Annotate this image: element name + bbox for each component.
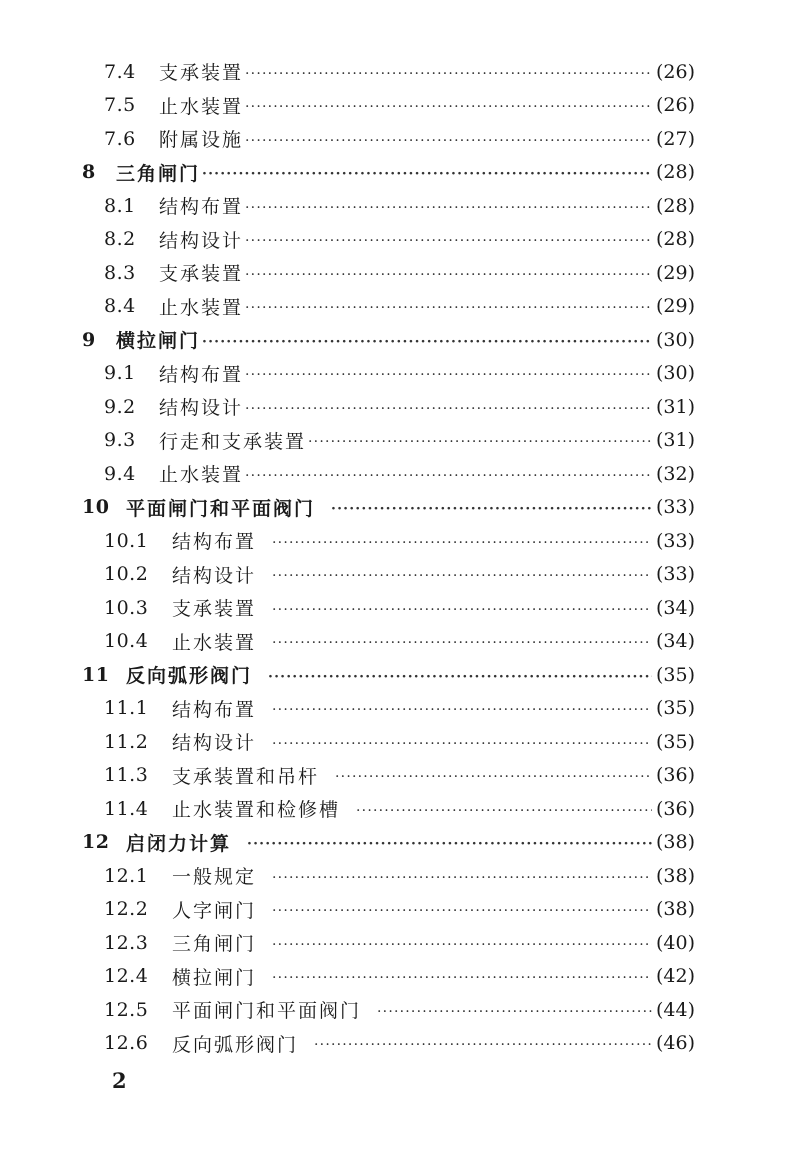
toc-entry-page: (30) — [656, 362, 696, 385]
toc-entry-title: 结构设计 — [172, 564, 257, 587]
toc-entry-title: 支承装置和吊杆 — [172, 765, 320, 788]
toc-section-entry[interactable] — [0, 524, 718, 558]
toc-entry-page: (38) — [656, 831, 696, 854]
dot-leader — [247, 836, 652, 852]
toc-entry-title: 结构布置 — [159, 363, 244, 386]
dot-leader — [272, 870, 652, 886]
toc-entry-number: 9.2 — [104, 395, 136, 418]
toc-entry-number: 11.4 — [104, 797, 149, 820]
toc-entry-number: 12.5 — [104, 998, 149, 1021]
toc-entry-title: 止水装置 — [159, 95, 244, 118]
dot-leader — [268, 669, 652, 685]
toc-section-entry[interactable] — [0, 993, 718, 1027]
toc-entry-title: 横拉闸门 — [116, 330, 201, 353]
dot-leader — [272, 568, 652, 584]
page-number: 2 — [112, 1068, 127, 1093]
toc-section-entry[interactable] — [0, 357, 718, 391]
toc-entry-page: (46) — [656, 1032, 696, 1055]
toc-entry-title: 支承装置 — [172, 598, 257, 621]
dot-leader — [245, 66, 652, 82]
toc-entry-title: 附属设施 — [159, 129, 244, 152]
toc-section-entry[interactable] — [0, 893, 718, 927]
toc-entry-number: 7.5 — [104, 94, 136, 117]
toc-section-entry[interactable] — [0, 1027, 718, 1061]
toc-entry-page: (32) — [656, 462, 696, 485]
dot-leader — [245, 401, 652, 417]
dot-leader — [272, 602, 652, 618]
toc-entry-number: 8.2 — [104, 228, 136, 251]
toc-entry-number: 12.1 — [104, 864, 149, 887]
toc-entry-page: (44) — [656, 998, 696, 1021]
toc-entry-number: 11.2 — [104, 730, 149, 753]
toc-entry-title: 行走和支承装置 — [159, 430, 307, 453]
toc-entry-page: (30) — [656, 328, 696, 351]
dot-leader — [202, 166, 652, 182]
toc-section-entry[interactable] — [0, 759, 718, 793]
dot-leader — [272, 736, 652, 752]
toc-section-entry[interactable] — [0, 256, 718, 290]
dot-leader — [245, 300, 652, 316]
toc-entry-number: 8 — [82, 161, 96, 184]
toc-entry-number: 11.3 — [104, 764, 149, 787]
dot-leader — [272, 635, 652, 651]
table-of-contents — [0, 55, 790, 1060]
toc-entry-title: 支承装置 — [159, 263, 244, 286]
toc-entry-title: 平面闸门和平面阀门 — [172, 1000, 362, 1023]
toc-entry-page: (29) — [656, 295, 696, 318]
toc-entry-page: (27) — [656, 127, 696, 150]
toc-entry-number: 12.4 — [104, 965, 149, 988]
dot-leader — [245, 233, 652, 249]
toc-entry-title: 反向弧形阀门 — [172, 1033, 299, 1056]
toc-entry-number: 8.3 — [104, 261, 136, 284]
toc-section-entry[interactable] — [0, 692, 718, 726]
toc-entry-title: 反向弧形阀门 — [126, 665, 253, 688]
toc-entry-title: 一般规定 — [172, 866, 257, 889]
toc-entry-page: (38) — [656, 898, 696, 921]
dot-leader — [272, 903, 652, 919]
toc-entry-title: 结构设计 — [172, 732, 257, 755]
toc-entry-page: (35) — [656, 730, 696, 753]
toc-chapter-entry[interactable] — [0, 156, 718, 190]
toc-entry-title: 止水装置 — [159, 464, 244, 487]
toc-chapter-entry[interactable] — [0, 658, 718, 692]
toc-entry-title: 结构布置 — [159, 196, 244, 219]
dot-leader — [331, 501, 652, 517]
dot-leader — [245, 99, 652, 115]
toc-section-entry[interactable] — [0, 457, 718, 491]
toc-entry-page: (36) — [656, 764, 696, 787]
toc-entry-page: (35) — [656, 663, 696, 686]
toc-entry-page: (31) — [656, 395, 696, 418]
toc-section-entry[interactable] — [0, 792, 718, 826]
toc-entry-number: 11 — [82, 663, 110, 686]
toc-entry-number: 7.6 — [104, 127, 136, 150]
toc-entry-title: 人字闸门 — [172, 899, 257, 922]
dot-leader — [245, 367, 652, 383]
toc-entry-title: 结构布置 — [172, 531, 257, 554]
toc-section-entry[interactable] — [0, 591, 718, 625]
toc-entry-title: 止水装置和检修槽 — [172, 799, 341, 822]
dot-leader — [356, 803, 652, 819]
toc-entry-page: (26) — [656, 94, 696, 117]
toc-section-entry[interactable] — [0, 558, 718, 592]
toc-entry-page: (28) — [656, 228, 696, 251]
toc-entry-number: 9 — [82, 328, 96, 351]
dot-leader — [272, 535, 652, 551]
toc-entry-number: 8.1 — [104, 194, 136, 217]
toc-entry-number: 12.6 — [104, 1032, 149, 1055]
toc-section-entry[interactable] — [0, 122, 718, 156]
toc-entry-number: 7.4 — [104, 60, 136, 83]
toc-entry-page: (29) — [656, 261, 696, 284]
dot-leader — [245, 133, 652, 149]
toc-entry-page: (35) — [656, 697, 696, 720]
toc-entry-number: 10.3 — [104, 596, 149, 619]
toc-chapter-entry[interactable] — [0, 826, 718, 860]
toc-section-entry[interactable] — [0, 625, 718, 659]
toc-entry-number: 8.4 — [104, 295, 136, 318]
toc-section-entry[interactable] — [0, 290, 718, 324]
dot-leader — [377, 1004, 652, 1020]
toc-section-entry[interactable] — [0, 960, 718, 994]
toc-entry-title: 结构设计 — [159, 397, 244, 420]
toc-section-entry[interactable] — [0, 926, 718, 960]
toc-entry-page: (42) — [656, 965, 696, 988]
toc-section-entry[interactable] — [0, 89, 718, 123]
toc-list — [0, 55, 790, 1060]
dot-leader — [245, 468, 652, 484]
toc-entry-number: 12.3 — [104, 931, 149, 954]
toc-entry-title: 止水装置 — [159, 296, 244, 319]
toc-section-entry[interactable] — [0, 189, 718, 223]
toc-entry-page: (31) — [656, 429, 696, 452]
toc-entry-page: (40) — [656, 931, 696, 954]
dot-leader — [272, 937, 652, 953]
toc-entry-number: 12.2 — [104, 898, 149, 921]
toc-entry-number: 9.4 — [104, 462, 136, 485]
toc-section-entry[interactable] — [0, 725, 718, 759]
dot-leader — [202, 334, 652, 350]
toc-entry-page: (28) — [656, 194, 696, 217]
dot-leader — [245, 200, 652, 216]
toc-entry-page: (36) — [656, 797, 696, 820]
toc-entry-page: (28) — [656, 161, 696, 184]
toc-entry-number: 10 — [82, 496, 110, 519]
toc-entry-page: (38) — [656, 864, 696, 887]
toc-entry-page: (33) — [656, 496, 696, 519]
toc-section-entry[interactable] — [0, 424, 718, 458]
toc-entry-title: 三角闸门 — [172, 933, 257, 956]
toc-entry-number: 10.1 — [104, 529, 149, 552]
dot-leader — [314, 1037, 652, 1053]
toc-entry-title: 平面闸门和平面阀门 — [126, 497, 316, 520]
toc-entry-number: 9.3 — [104, 429, 136, 452]
toc-chapter-entry[interactable] — [0, 491, 718, 525]
toc-chapter-entry[interactable] — [0, 323, 718, 357]
toc-entry-number: 10.4 — [104, 630, 149, 653]
toc-section-entry[interactable] — [0, 390, 718, 424]
toc-entry-title: 三角闸门 — [116, 162, 201, 185]
toc-entry-title: 结构布置 — [172, 698, 257, 721]
toc-entry-title: 横拉闸门 — [172, 966, 257, 989]
dot-leader — [245, 267, 652, 283]
toc-entry-number: 12 — [82, 831, 110, 854]
toc-entry-title: 启闭力计算 — [126, 832, 232, 855]
toc-entry-title: 结构设计 — [159, 229, 244, 252]
toc-section-entry[interactable] — [0, 859, 718, 893]
dot-leader — [335, 769, 652, 785]
dot-leader — [272, 702, 652, 718]
toc-section-entry[interactable] — [0, 223, 718, 257]
toc-entry-page: (34) — [656, 596, 696, 619]
toc-entry-number: 9.1 — [104, 362, 136, 385]
toc-entry-title: 止水装置 — [172, 631, 257, 654]
toc-entry-number: 11.1 — [104, 697, 149, 720]
toc-entry-number: 10.2 — [104, 563, 149, 586]
dot-leader — [308, 434, 652, 450]
toc-entry-page: (26) — [656, 60, 696, 83]
dot-leader — [272, 970, 652, 986]
toc-entry-page: (33) — [656, 563, 696, 586]
toc-entry-page: (33) — [656, 529, 696, 552]
toc-entry-page: (34) — [656, 630, 696, 653]
toc-section-entry[interactable] — [0, 55, 718, 89]
toc-entry-title: 支承装置 — [159, 62, 244, 85]
